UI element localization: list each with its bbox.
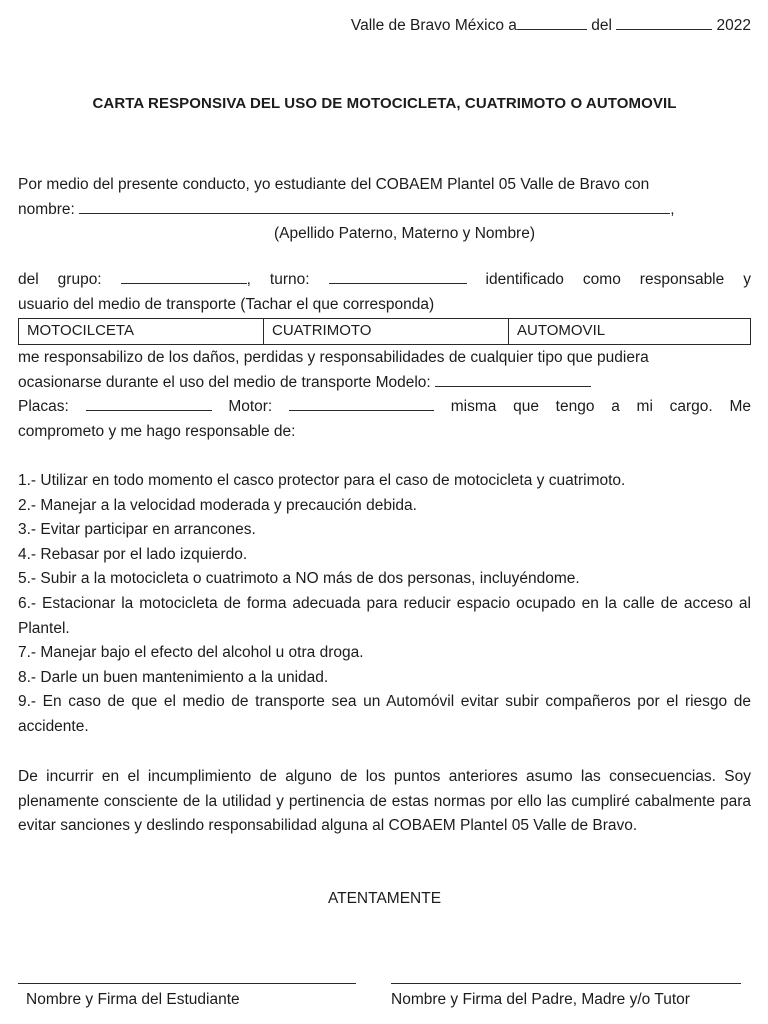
- compromiso-line: comprometo y me hago responsable de:: [18, 422, 296, 440]
- turno-blank[interactable]: [329, 268, 467, 284]
- usuario-line: usuario del medio de transporte (Tachar el que corresponda): [18, 295, 435, 313]
- month-blank[interactable]: [616, 14, 712, 30]
- year-label: 2022: [716, 17, 751, 34]
- rule-item: 5.- Subir a la motocicleta o cuatrimoto a NO más de dos personas, incluyéndome.: [18, 570, 580, 588]
- vehicle-option-cuatrimoto[interactable]: CUATRIMOTO: [264, 319, 509, 345]
- vehicle-option-automovil[interactable]: AUTOMOVIL: [509, 319, 751, 345]
- modelo-label: ocasionarse durante el uso del medio de transporte Modelo:: [18, 373, 431, 391]
- placas-line: [18, 395, 751, 420]
- guardian-signature-line[interactable]: [391, 983, 741, 984]
- date-line: [351, 14, 751, 39]
- name-caption: (Apellido Paterno, Materno y Nombre): [273, 225, 536, 243]
- rules-list: [18, 469, 751, 740]
- motor-blank[interactable]: [289, 395, 434, 411]
- rule-item: 7.- Manejar bajo el efecto del alcohol u otra droga.: [18, 644, 364, 662]
- responsibility-paragraph: [18, 346, 751, 444]
- name-label: nombre:: [18, 200, 75, 218]
- document-title: CARTA RESPONSIVA DEL USO DE MOTOCICLETA, CUATRIMOTO O AUTOMOVIL: [92, 95, 677, 112]
- student-signature-block: [18, 983, 356, 1013]
- grupo-label: del grupo:: [18, 271, 102, 288]
- vehicle-table: [18, 318, 751, 345]
- student-signature-label: Nombre y Firma del Estudiante: [26, 991, 240, 1008]
- rule-item: 6.- Estacionar la motocicleta de forma adecuada para reducir espacio ocupado en la calle de acceso al Plantel.: [18, 594, 751, 637]
- misma-text: misma que tengo a mi cargo. Me: [450, 398, 751, 416]
- place-label: Valle de Bravo México a: [350, 17, 517, 34]
- group-paragraph: [18, 268, 751, 345]
- student-signature-line[interactable]: [18, 983, 356, 984]
- atentamente-label: ATENTAMENTE: [327, 890, 442, 907]
- intro-line: Por medio del presente conducto, yo estudiante del COBAEM Plantel 05 Valle de Bravo con: [18, 176, 650, 193]
- guardian-signature-block: [391, 983, 741, 1013]
- closing-paragraph: De incurrir en el incumplimiento de alguno de los puntos anteriores asumo las consecuencias. Soy plenamente consciente de la utilidad y pertinencia de estas normas por ello las cumpliré cabalmente para evitar sanciones y deslindo responsabilidad alguna al COBAEM Plantel 05 Valle de Bravo.: [18, 768, 751, 835]
- rule-item: 3.- Evitar participar en arrancones.: [18, 521, 256, 539]
- vehicle-option-motocicleta[interactable]: MOTOCILCETA: [19, 319, 264, 345]
- vehicle-row: [19, 319, 751, 345]
- modelo-line: [18, 371, 751, 396]
- name-line: [18, 198, 751, 223]
- motor-label: Motor:: [228, 398, 273, 416]
- day-blank[interactable]: [517, 14, 587, 30]
- grupo-blank[interactable]: [121, 268, 247, 284]
- intro-paragraph: [18, 173, 751, 247]
- guardian-signature-label: Nombre y Firma del Padre, Madre y/o Tutor: [391, 991, 690, 1008]
- group-line: [18, 268, 751, 293]
- turno-label: , turno:: [246, 271, 310, 288]
- modelo-blank[interactable]: [435, 371, 591, 387]
- rule-item: 2.- Manejar a la velocidad moderada y precaución debida.: [18, 496, 417, 514]
- name-comma: ,: [670, 200, 675, 218]
- rule-item: 4.- Rebasar por el lado izquierdo.: [18, 545, 248, 563]
- placas-label: Placas:: [18, 398, 69, 416]
- responsibility-line: me responsabilizo de los daños, perdidas y responsabilidades de cualquier tipo que pudiera: [18, 349, 649, 366]
- placas-blank[interactable]: [86, 395, 212, 411]
- rule-item: 8.- Darle un buen mantenimiento a la unidad.: [18, 668, 329, 686]
- rule-item: 1.- Utilizar en todo momento el casco protector para el caso de motocicleta y cuatrimoto.: [18, 472, 626, 489]
- del-label: del: [591, 17, 612, 34]
- name-blank[interactable]: [79, 198, 670, 214]
- rule-item: 9.- En caso de que el medio de transporte sea un Automóvil evitar subir compañeros por el riesgo de accidente.: [18, 693, 751, 735]
- identificado-text: identificado como responsable y: [485, 271, 751, 288]
